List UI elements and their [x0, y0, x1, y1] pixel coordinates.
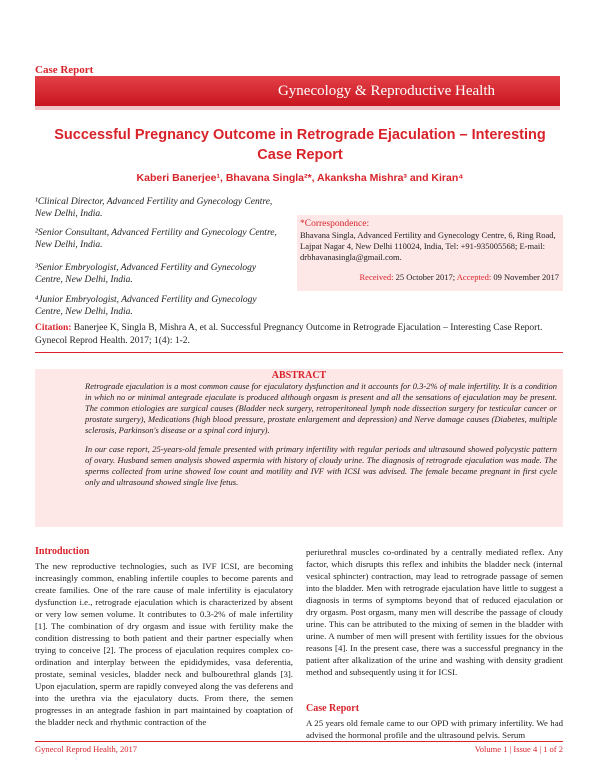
footer-volume: Volume 1 | Issue 4 | 1 of 2	[474, 744, 563, 754]
abstract-paragraph-1: Retrograde ejaculation is a most common cause for ejaculatory dysfunction and it accounts for 0.3-2% of male infertility. It is a condition in which no or minimal antegrade ejaculate is produced although orgasm is present and all the sensations of ejaculation may be present. The common etiologies are surgical causes (Bladder neck surgery, retroperitoneal lymph node dissection surgery for testicular cancer or prostate surgery), Medications (high blood pressure, prostate enlargement and depression) and Nerve damage causes (Diabetes, multiple sclerosis, Parkinson's disease or a spinal cord injury).	[85, 381, 557, 435]
introduction-heading: Introduction	[35, 546, 90, 557]
article-title: Successful Pregnancy Outcome in Retrograde Ejaculation – Interesting Case Report	[54, 127, 546, 163]
accepted-date: 09 November 2017	[493, 272, 559, 282]
affiliation-3: ³Senior Embryologist, Advanced Fertility and Gynecology Centre, New Delhi, India.	[35, 263, 257, 285]
received-date: 25 October 2017;	[395, 272, 456, 282]
author-list: Kaberi Banerjee¹, Bhavana Singla²*, Akanksha Mishra³ and Kiran⁴	[136, 172, 464, 184]
footer-journal: Gynecol Reprod Health, 2017	[35, 744, 137, 754]
case-report-text: A 25 years old female came to our OPD with primary infertility. We had advised the hormonal profile and the ultrasound pelvis. Serum	[306, 718, 563, 740]
abstract-title: ABSTRACT	[271, 370, 327, 381]
banner-shadow	[35, 106, 560, 110]
journal-title: Gynecology & Reproductive Health	[277, 83, 495, 99]
divider	[35, 352, 563, 353]
article-type-label: Case Report	[35, 64, 94, 76]
abstract-paragraph-2: In our case report, 25-years-old female presented with primary infertility with regular periods and ultrasound showed polycystic pattern of ovary. Husband semen analysis showed aspermia with history of cloudy urine. The diagnosis of retrograde ejaculation was made. The sperms collected from urine showed low count and motility and IVF with ICSI was advised. The female became pregnant in first cycle only and ultrasound showed single live fetus.	[85, 444, 557, 487]
footer-divider	[35, 741, 563, 742]
correspondence-text: Bhavana Singla, Advanced Fertility and Gynecology Centre, 6, Ring Road, Lajpat Nagar 4, New Delhi 110024, India, Tel: +91-935005568; E-mail: drbhavanasingla@gmail.com.	[300, 230, 556, 262]
received-label: Received:	[359, 272, 394, 282]
dates-line	[297, 272, 559, 282]
body-text-right: periurethral muscles co-ordinated by a centrally mediated reflex. Any factor, which disrupts this reflex and inhibits the bladder neck (internal vesical sphincter) contraction, may lead to retrograde passage of semen into the bladder. Men with retrograde ejaculation have little to suggest a diagnosis in terms of symptoms beyond that of reduced ejaculation or dry orgasm. Post orgasm, many men will describe the passage of cloudy urine. This can be attributed to the mixing of semen in the bladder with urine. A number of men will present with fertility issues for the obvious reasons [4]. In the present case, there was a successful pregnancy in the patient after alkalization of the urine and washing with density gradient method and subsequently using it for ICSI.	[306, 547, 563, 677]
accepted-label: Accepted:	[456, 272, 492, 282]
case-report-heading: Case Report	[306, 703, 360, 714]
abstract-box	[35, 369, 563, 527]
introduction-text: The new reproductive technologies, such as IVF ICSI, are becoming increasingly common, enabling infertile couples to become parents and create families. One of the rare cause of male infertility is ejaculatory dysfunction i.e., retrograde ejaculation which is characterized by absent or very low semen volume. It contributes to 0.3-2% of male infertility [1]. The combination of dry orgasm and issue with fertility make the condition distressing to both patient and their partner especially when trying to conceive [2]. The process of ejaculation requires complex co-ordination and interplay between the epididymides, vasa deferentia, prostate, seminal vesicles, bladder neck and bulbourethral glands [3]. Upon ejaculation, sperm are rapidly conveyed along the vas deferens and into the urethra via the ejaculatory ducts. From there, the semen progresses in an antegrade fashion in part maintained by coaptation of the bladder neck and rhythmic contraction of the	[35, 561, 293, 727]
journal-banner	[35, 76, 560, 106]
affiliation-1: ¹Clinical Director, Advanced Fertility and Gynecology Centre, New Delhi, India.	[35, 197, 273, 219]
affiliation-2: ²Senior Consultant, Advanced Fertility and Gynecology Centre, New Delhi, India.	[35, 228, 277, 250]
citation	[35, 322, 563, 348]
affiliation-4: ⁴Junior Embryologist, Advanced Fertility and Gynecology Centre, New Delhi, India.	[35, 295, 257, 317]
citation-text: Banerjee K, Singla B, Mishra A, et al. Successful Pregnancy Outcome in Retrograde Ejaculation – Interesting Case Report. Gynecol Reprod Health. 2017; 1(4): 1-2.	[35, 323, 543, 346]
correspondence-label: *Correspondence:	[300, 219, 370, 229]
citation-label: Citation:	[35, 323, 72, 333]
